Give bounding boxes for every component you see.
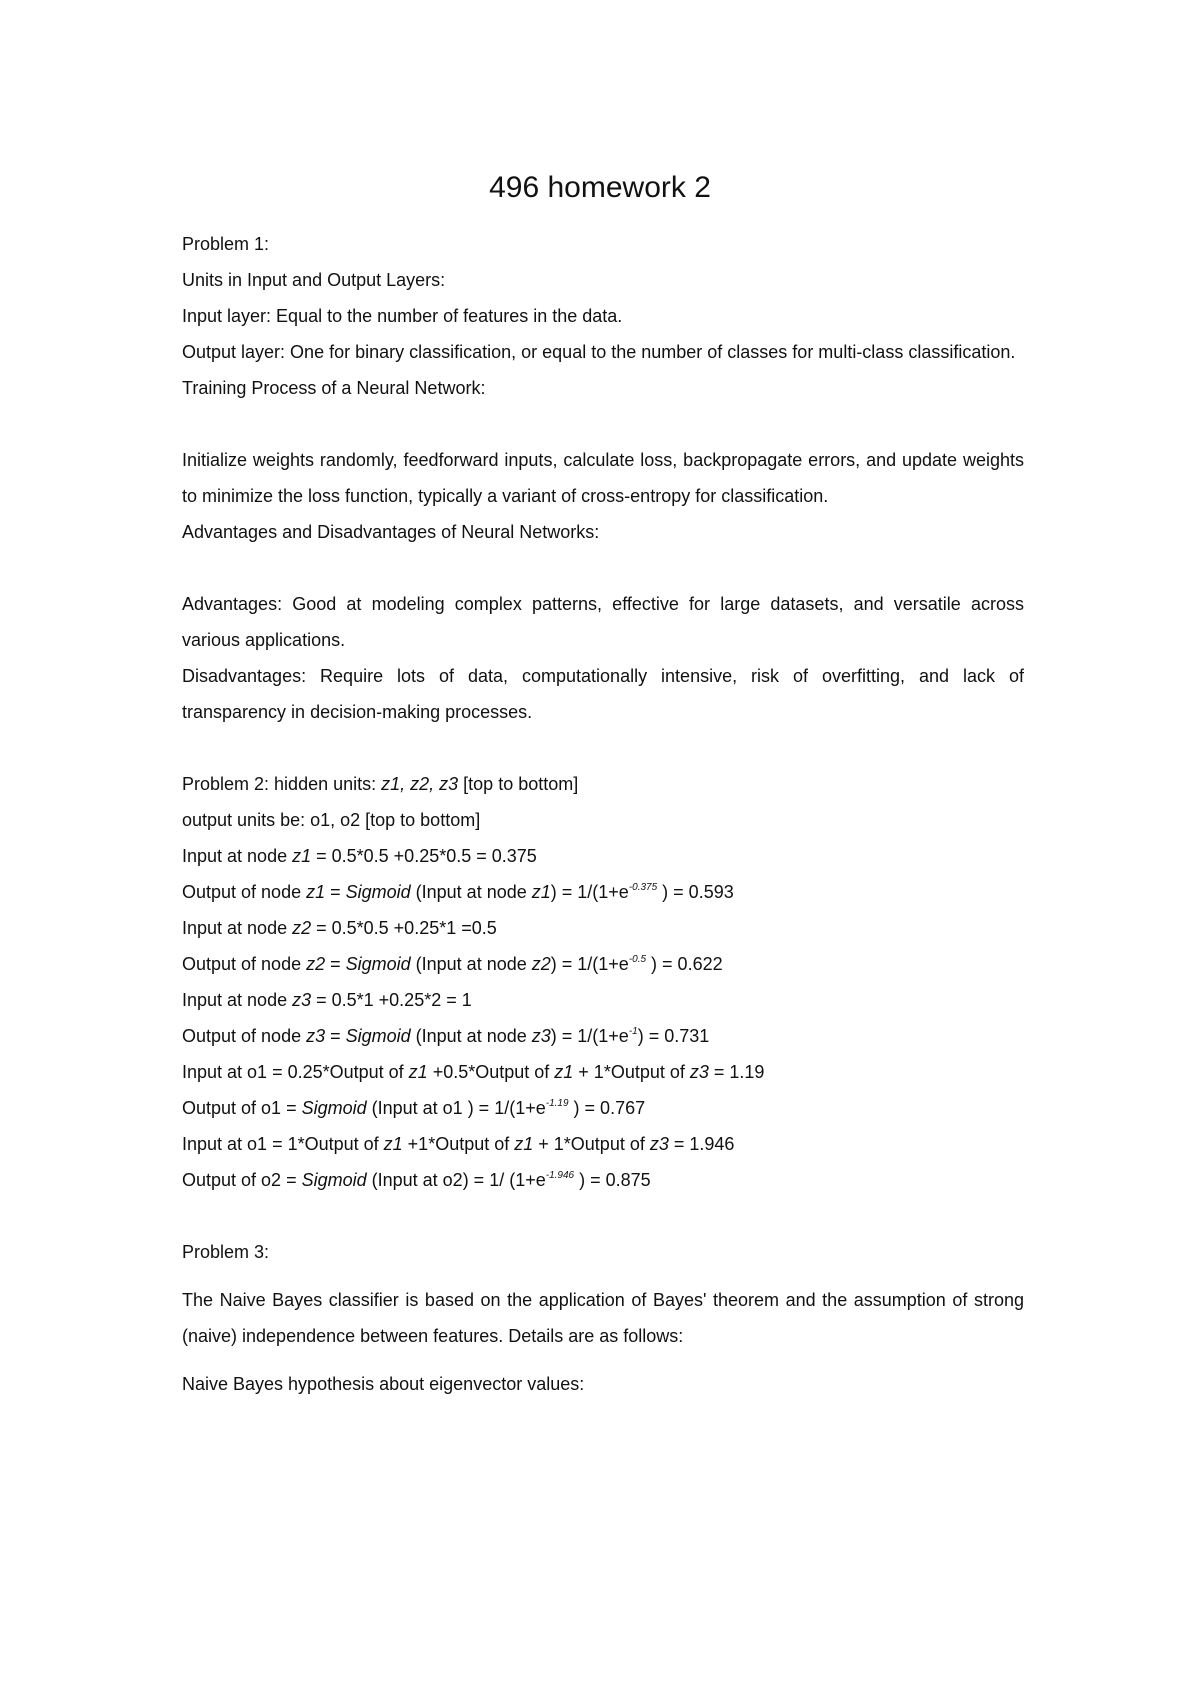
spacer <box>182 550 1024 586</box>
problem-2-label: Problem 2: <box>182 774 270 794</box>
heading-text: hidden units: <box>269 774 382 794</box>
eq-text: Input at node <box>182 990 293 1010</box>
page-title: 496 homework 2 <box>489 171 711 204</box>
eq-text: ) = 0.593 <box>657 882 734 902</box>
eq-text: = 0.5*0.5 +0.25*1 =0.5 <box>311 918 497 938</box>
spacer <box>182 1198 1024 1234</box>
eq-function: Sigmoid <box>345 1026 411 1046</box>
eq-variable: z2 <box>292 918 312 938</box>
eq-exponent: -0.375 <box>628 882 658 893</box>
eq-text: = <box>325 882 346 902</box>
eq-variable: z2 <box>306 954 326 974</box>
hidden-unit-names: z1, z2, z3 <box>381 774 459 794</box>
eq-text: (Input at node <box>410 954 532 974</box>
equation-line-2 <box>182 874 1024 910</box>
eq-text: = 0.5*1 +0.25*2 = 1 <box>311 990 472 1010</box>
eq-text: Input at o1 = 0.25*Output of <box>182 1062 409 1082</box>
eq-text: ) = 0.875 <box>574 1170 651 1190</box>
equation-line-10 <box>182 1162 1024 1198</box>
eq-exponent: -1.19 <box>545 1098 569 1109</box>
eq-text: = 1.946 <box>668 1134 735 1154</box>
equation-line-1 <box>182 838 1024 874</box>
eq-variable: z3 <box>689 1062 709 1082</box>
problem-2-heading <box>182 766 1024 802</box>
units-heading: Units in Input and Output Layers: <box>182 270 446 290</box>
document-body <box>182 226 1024 1402</box>
equation-line-7 <box>182 1054 1024 1090</box>
eq-text: Output of o1 = <box>182 1098 302 1118</box>
naive-bayes-intro: The Naive Bayes classifier is based on the application of Bayes' theorem and the assumption of strong (naive) independence between features. Details are as follows: <box>182 1290 1024 1346</box>
eq-variable: z3 <box>292 990 312 1010</box>
eq-text: + 1*Output of <box>533 1134 650 1154</box>
eq-variable: z3 <box>531 1026 551 1046</box>
training-text: Initialize weights randomly, feedforward inputs, calculate loss, backpropagate errors, and update weights to minimize the loss function, typically a variant of cross-entropy for classification. <box>182 450 1024 506</box>
eq-text: = 1.19 <box>708 1062 765 1082</box>
eq-text: = 0.5*0.5 +0.25*0.5 = 0.375 <box>311 846 537 866</box>
spacer <box>182 1354 1024 1366</box>
output-units-line: output units be: o1, o2 [top to bottom] <box>182 810 481 830</box>
input-layer-text: Input layer: Equal to the number of features in the data. <box>182 306 623 326</box>
eq-variable: z3 <box>649 1134 669 1154</box>
eq-text: +1*Output of <box>402 1134 515 1154</box>
eq-text: (Input at node <box>410 882 532 902</box>
eq-text: (Input at node <box>410 1026 532 1046</box>
eq-text: ) = 0.767 <box>568 1098 646 1118</box>
equation-line-6 <box>182 1018 1024 1054</box>
eq-variable: z1 <box>292 846 312 866</box>
eq-text: (Input at o1 ) = 1/(1+e <box>366 1098 546 1118</box>
eq-function: Sigmoid <box>301 1098 367 1118</box>
eq-text: ) = 1/(1+e <box>550 1026 629 1046</box>
advantages-text: Advantages: Good at modeling complex patterns, effective for large datasets, and versatile across various applications. <box>182 594 1024 650</box>
eq-text: = <box>325 954 346 974</box>
eq-variable: z1 <box>531 882 551 902</box>
equation-line-5 <box>182 982 1024 1018</box>
eq-text: Output of o2 = <box>182 1170 302 1190</box>
spacer <box>182 730 1024 766</box>
eq-exponent: -0.5 <box>628 954 647 965</box>
eq-text: + 1*Output of <box>573 1062 690 1082</box>
equation-line-9 <box>182 1126 1024 1162</box>
eq-exponent: -1 <box>628 1026 638 1037</box>
eq-variable: z1 <box>514 1134 534 1154</box>
equation-line-3 <box>182 910 1024 946</box>
eq-variable: z1 <box>306 882 326 902</box>
eq-text: Input at node <box>182 846 293 866</box>
equation-line-8 <box>182 1090 1024 1126</box>
eq-function: Sigmoid <box>345 882 411 902</box>
spacer <box>182 406 1024 442</box>
eq-text: ) = 1/(1+e <box>550 954 629 974</box>
eq-text: Input at o1 = 1*Output of <box>182 1134 384 1154</box>
eq-variable: z3 <box>306 1026 326 1046</box>
training-heading: Training Process of a Neural Network: <box>182 378 486 398</box>
heading-tail: [top to bottom] <box>458 774 579 794</box>
eq-text: +0.5*Output of <box>427 1062 555 1082</box>
advantages-heading: Advantages and Disadvantages of Neural Networks: <box>182 522 600 542</box>
eq-function: Sigmoid <box>345 954 411 974</box>
eq-text: (Input at o2) = 1/ (1+e <box>366 1170 546 1190</box>
problem-3-heading: Problem 3: <box>182 1242 270 1262</box>
eq-text: Input at node <box>182 918 293 938</box>
eq-text: = <box>325 1026 346 1046</box>
spacer <box>182 1270 1024 1282</box>
eq-text: Output of node <box>182 882 307 902</box>
output-layer-text: Output layer: One for binary classification, or equal to the number of classes for multi-class classification. <box>182 342 1016 362</box>
eq-text: ) = 0.731 <box>637 1026 710 1046</box>
disadvantages-text: Disadvantages: Require lots of data, computationally intensive, risk of overfitting, and lack of transparency in decision-making processes. <box>182 666 1024 722</box>
eq-variable: z2 <box>531 954 551 974</box>
naive-bayes-hypothesis: Naive Bayes hypothesis about eigenvector values: <box>182 1374 585 1394</box>
problem-1-heading: Problem 1: <box>182 234 270 254</box>
eq-exponent: -1.946 <box>545 1170 575 1181</box>
eq-text: ) = 1/(1+e <box>550 882 629 902</box>
equation-line-4 <box>182 946 1024 982</box>
eq-variable: z1 <box>383 1134 403 1154</box>
eq-text: Output of node <box>182 1026 307 1046</box>
eq-text: ) = 0.622 <box>646 954 723 974</box>
eq-function: Sigmoid <box>301 1170 367 1190</box>
eq-variable: z1 <box>408 1062 428 1082</box>
eq-variable: z1 <box>554 1062 574 1082</box>
eq-text: Output of node <box>182 954 307 974</box>
